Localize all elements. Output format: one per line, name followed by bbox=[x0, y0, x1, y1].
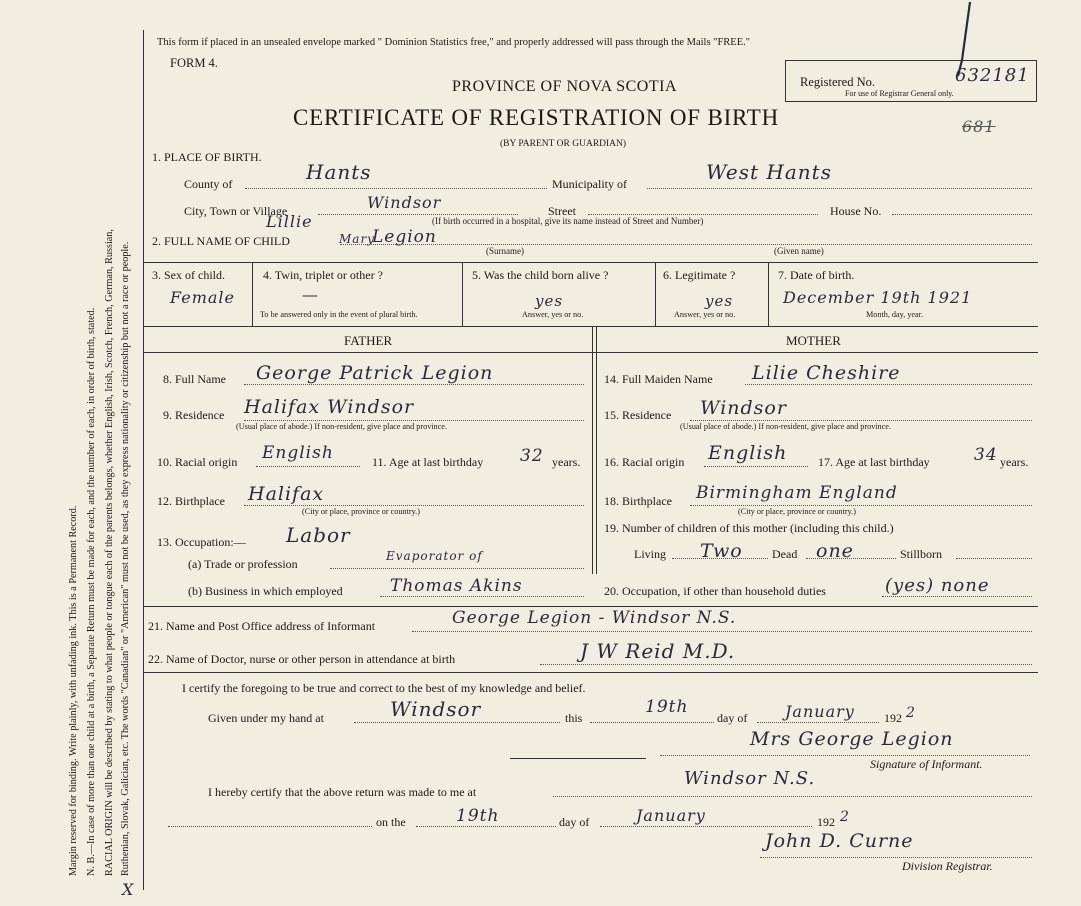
mother-years-label: years. bbox=[1000, 455, 1029, 469]
mail-notice: This form if placed in an unsealed envelope marked " Dominion Statistics free," and properly addressed will pass through the Mails "FREE." bbox=[157, 37, 751, 48]
signature-short-rule bbox=[510, 758, 646, 759]
surname-caption: (Surname) bbox=[486, 246, 524, 256]
mother-residence-value[interactable]: Windsor bbox=[700, 397, 787, 419]
father-birthplace-note: (City or place, province or country.) bbox=[302, 507, 420, 516]
father-residence-line bbox=[244, 420, 584, 421]
city-label: City, Town or Village bbox=[184, 204, 288, 218]
given-name-caption: (Given name) bbox=[774, 246, 824, 256]
parents-heading-rule bbox=[143, 352, 1038, 353]
twin-note: To be answered only in the event of plural birth. bbox=[260, 310, 418, 319]
sex-label: 3. Sex of child. bbox=[152, 268, 225, 282]
father-age-label: 11. Age at last birthday bbox=[372, 455, 484, 469]
province-heading: PROVINCE OF NOVA SCOTIA bbox=[452, 78, 678, 95]
mother-birthplace-note: (City or place, province or country.) bbox=[738, 507, 856, 516]
father-age-value[interactable]: 32 bbox=[520, 446, 544, 466]
city-value[interactable]: Windsor bbox=[367, 193, 442, 212]
trade-line bbox=[330, 568, 584, 569]
mother-birthplace-label: 18. Birthplace bbox=[604, 494, 672, 508]
given-place-line bbox=[354, 722, 560, 723]
born-alive-label: 5. Was the child born alive ? bbox=[472, 268, 609, 282]
county-label: County of bbox=[184, 177, 233, 191]
given-month-line bbox=[757, 722, 879, 723]
informant-signature-line bbox=[660, 755, 1030, 756]
registered-note: For use of Registrar General only. bbox=[845, 89, 954, 98]
return-label: I hereby certify that the above return was made to me at bbox=[208, 785, 477, 799]
father-name-value[interactable]: George Patrick Legion bbox=[256, 362, 494, 384]
mother-name-line bbox=[745, 384, 1032, 385]
father-racial-value[interactable]: English bbox=[262, 443, 334, 463]
form-number: FORM 4. bbox=[170, 56, 218, 70]
row3-bottom-rule bbox=[143, 326, 1038, 327]
father-birthplace-label: 12. Birthplace bbox=[157, 494, 225, 508]
given-day[interactable]: 19th bbox=[645, 697, 689, 717]
return-day-line bbox=[416, 826, 556, 827]
mother-residence-note: (Usual place of abode.) If non-resident, give place and province. bbox=[680, 422, 891, 431]
given-year-prefix: 192 bbox=[884, 711, 902, 725]
margin-rule bbox=[143, 30, 144, 890]
registrar-caption: Division Registrar. bbox=[902, 859, 993, 873]
father-birthplace-line bbox=[244, 505, 584, 506]
municipality-label: Municipality of bbox=[552, 177, 627, 191]
house-number-line bbox=[892, 214, 1032, 215]
mother-residence-line bbox=[690, 420, 1032, 421]
parents-divider bbox=[592, 326, 593, 574]
county-value[interactable]: Hants bbox=[306, 160, 372, 184]
child-name-label: 2. FULL NAME OF CHILD bbox=[152, 234, 290, 248]
father-residence-label: 9. Residence bbox=[163, 408, 225, 422]
twin-value[interactable]: — bbox=[302, 285, 319, 304]
mother-heading: MOTHER bbox=[786, 333, 841, 348]
mother-occupation-value[interactable]: (yes) none bbox=[885, 575, 990, 596]
informant-top-rule bbox=[143, 606, 1038, 607]
mother-birthplace-value[interactable]: Birmingham England bbox=[696, 483, 898, 503]
certificate-subtitle: (BY PARENT OR GUARDIAN) bbox=[500, 139, 627, 149]
certify-top-rule bbox=[143, 672, 1038, 673]
parents-divider-2 bbox=[596, 326, 597, 574]
business-value[interactable]: Thomas Akins bbox=[390, 576, 523, 596]
return-year-digit[interactable]: 2 bbox=[840, 809, 850, 825]
mother-age-value[interactable]: 34 bbox=[974, 445, 998, 465]
given-label: Given under my hand at bbox=[208, 711, 324, 725]
registered-label: Registered No. bbox=[800, 75, 875, 89]
child-name-line bbox=[340, 244, 1032, 245]
given-year-digit[interactable]: 2 bbox=[906, 705, 916, 721]
row3-divider-3 bbox=[655, 262, 656, 326]
born-alive-value[interactable]: yes bbox=[535, 292, 564, 310]
father-occupation-label: 13. Occupation:— bbox=[157, 535, 246, 549]
informant-value[interactable]: George Legion - Windsor N.S. bbox=[452, 608, 737, 628]
return-day-of-label: day of bbox=[559, 815, 590, 829]
father-birthplace-value[interactable]: Halifax bbox=[248, 483, 325, 505]
margin-note-1: Margin reserved for binding. Write plainly, with unfading ink. This is a Permanent Record. bbox=[68, 505, 79, 876]
doctor-label: 22. Name of Doctor, nurse or other person in attendance at birth bbox=[148, 652, 456, 666]
father-racial-line bbox=[256, 466, 360, 467]
row3-divider-4 bbox=[768, 262, 769, 326]
return-month-line bbox=[600, 826, 812, 827]
struck-number: 681 bbox=[962, 117, 996, 136]
mother-racial-line bbox=[704, 466, 808, 467]
row3-divider-1 bbox=[252, 262, 253, 326]
birth-date-note: Month, day, year. bbox=[866, 310, 923, 319]
father-years-label: years. bbox=[552, 455, 581, 469]
mother-birthplace-line bbox=[690, 505, 1032, 506]
business-line bbox=[380, 596, 584, 597]
child-middle-name[interactable]: Mary bbox=[339, 232, 375, 246]
father-residence-value[interactable]: Halifax Windsor bbox=[244, 396, 415, 418]
city-line bbox=[318, 214, 518, 215]
trade-value[interactable]: Evaporator of bbox=[386, 549, 483, 563]
registered-value: 632181 bbox=[955, 65, 1030, 86]
father-residence-note: (Usual place of abode.) If non-resident, give place and province. bbox=[236, 422, 447, 431]
mother-racial-label: 16. Racial origin bbox=[604, 455, 685, 469]
living-value[interactable]: Two bbox=[700, 540, 743, 562]
place-of-birth-heading: 1. PLACE OF BIRTH. bbox=[152, 150, 262, 164]
born-alive-note: Answer, yes or no. bbox=[522, 310, 584, 319]
father-occupation-value[interactable]: Labor bbox=[286, 523, 351, 547]
return-month[interactable]: January bbox=[636, 806, 706, 825]
father-racial-label: 10. Racial origin bbox=[157, 455, 238, 469]
informant-signature-caption: Signature of Informant. bbox=[870, 757, 983, 771]
county-line bbox=[245, 188, 547, 189]
day-of-label: day of bbox=[717, 711, 748, 725]
mother-racial-value[interactable]: English bbox=[708, 442, 788, 464]
informant-signature[interactable]: Mrs George Legion bbox=[750, 728, 954, 750]
dead-value[interactable]: one bbox=[816, 540, 854, 562]
informant-label: 21. Name and Post Office address of Informant bbox=[148, 619, 376, 633]
mother-name-value[interactable]: Lilie Cheshire bbox=[752, 362, 901, 384]
legitimate-label: 6. Legitimate ? bbox=[663, 268, 736, 282]
doctor-line bbox=[540, 664, 1032, 665]
living-label: Living bbox=[634, 547, 666, 561]
birth-date-label: 7. Date of birth. bbox=[778, 268, 855, 282]
mother-occupation-line bbox=[882, 596, 1032, 597]
return-day[interactable]: 19th bbox=[456, 806, 500, 826]
margin-note-3: RACIAL ORIGIN will be described by stating to what people or tongue each of the parents belongs, whether English, Irish, Scotch, French, German, Russian, bbox=[104, 229, 115, 876]
registrar-signature-line bbox=[760, 857, 1032, 858]
stillborn-label: Stillborn bbox=[900, 547, 943, 561]
business-label: (b) Business in which employed bbox=[188, 584, 343, 598]
child-given-name[interactable]: Lillie bbox=[266, 212, 313, 231]
mother-occupation-label: 20. Occupation, if other than household duties bbox=[604, 584, 826, 598]
municipality-value[interactable]: West Hants bbox=[706, 160, 832, 184]
return-place[interactable]: Windsor N.S. bbox=[684, 768, 816, 789]
father-heading: FATHER bbox=[344, 333, 393, 348]
registrar-signature[interactable]: John D. Curne bbox=[765, 830, 914, 852]
street-label: Street bbox=[548, 204, 576, 218]
street-note: (If birth occurred in a hospital, give its name instead of Street and Number) bbox=[432, 216, 704, 226]
row3-divider-2 bbox=[462, 262, 463, 326]
certify-statement: I certify the foregoing to be true and correct to the best of my knowledge and belief. bbox=[182, 681, 586, 695]
father-name-label: 8. Full Name bbox=[163, 372, 226, 386]
margin-note-2: N. B.—In case of more than one child at a birth, a Separate Return must be made for each, and the number of each, in order of birth, stated. bbox=[86, 307, 97, 876]
legitimate-value[interactable]: yes bbox=[705, 292, 734, 310]
municipality-line bbox=[647, 188, 1032, 189]
sex-value[interactable]: Female bbox=[170, 288, 235, 307]
house-number-label: House No. bbox=[830, 204, 882, 218]
informant-line bbox=[412, 631, 1032, 632]
mother-residence-label: 15. Residence bbox=[604, 408, 672, 422]
dead-label: Dead bbox=[772, 547, 798, 561]
return-year-prefix: 192 bbox=[817, 815, 835, 829]
trade-label: (a) Trade or profession bbox=[188, 557, 298, 571]
return-lead-line bbox=[168, 826, 372, 827]
mother-age-label: 17. Age at last birthday bbox=[818, 455, 930, 469]
twin-label: 4. Twin, triplet or other ? bbox=[263, 268, 383, 282]
legitimate-note: Answer, yes or no. bbox=[674, 310, 736, 319]
birth-date-value[interactable]: December 19th 1921 bbox=[783, 288, 973, 307]
mother-name-label: 14. Full Maiden Name bbox=[604, 372, 713, 386]
street-line bbox=[588, 214, 818, 215]
return-place-line bbox=[553, 796, 1032, 797]
margin-mark: X bbox=[122, 880, 135, 899]
children-count-label: 19. Number of children of this mother (including this child.) bbox=[604, 521, 894, 535]
certificate-title: CERTIFICATE OF REGISTRATION OF BIRTH bbox=[293, 105, 780, 130]
doctor-value[interactable]: J W Reid M.D. bbox=[580, 639, 736, 663]
given-place[interactable]: Windsor bbox=[390, 697, 482, 721]
this-label: this bbox=[565, 711, 583, 725]
given-month[interactable]: January bbox=[785, 702, 855, 721]
on-the-label: on the bbox=[376, 815, 406, 829]
given-day-line bbox=[590, 722, 714, 723]
child-surname[interactable]: Legion bbox=[372, 227, 437, 247]
father-name-line bbox=[244, 384, 584, 385]
margin-note-4: Ruthenian, Slovak, Galician, etc. The words "Canadian" or "American" must not be used, as they express nationality or citizenship but not a race or people. bbox=[120, 241, 131, 876]
registrar-check-stroke bbox=[938, 0, 978, 80]
row3-top-rule bbox=[143, 262, 1038, 263]
stillborn-line bbox=[956, 558, 1032, 559]
